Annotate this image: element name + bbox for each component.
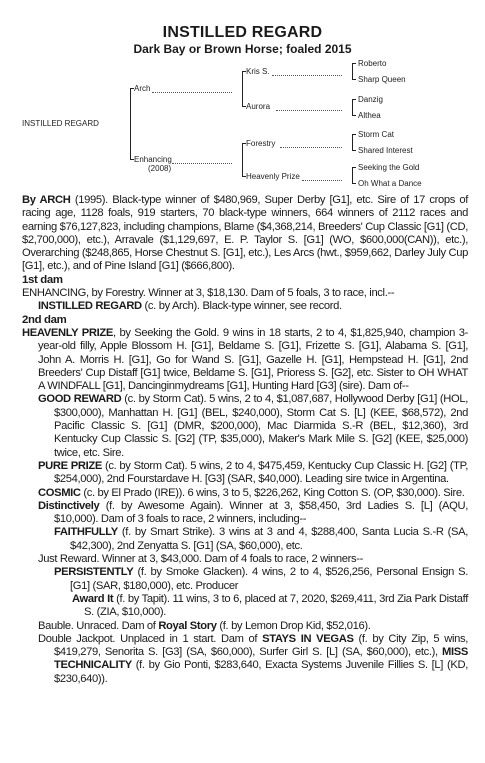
award-it-name: Award It [72, 592, 114, 605]
distinctively-name: Distinctively [38, 499, 100, 512]
pedigree-sire-sire: Kris S. [246, 67, 270, 76]
catalog-text [22, 194, 468, 686]
pedigree-subject: INSTILLED REGARD [22, 119, 99, 128]
stays-in-vegas-name: STAYS IN VEGAS [262, 632, 354, 645]
heavenly-prize-paragraph: HEAVENLY PRIZE, by Seeking the Gold. 9 wins in 18 starts, 2 to 4, $1,825,940, champion 3-year-old filly, Apple Blossom H. [G1], Beldame S. [G1], Frizette S. [G1], Alabama S. [G1], John A. Morris H. [G1], Go for Wand S. [G1], Gazelle H. [G1], Hempstead H. [G1], 2nd Breeders' Cup Distaff [G1] twice, Beldame S. [G1], Prioress S. [G2], etc. Sister to OH WHAT A WINDFALL [G1], Dancinginmydreams [G1], Hunting Hard [G3] (sire). Dam of-- [22, 326, 468, 393]
instilled-name: INSTILLED REGARD [38, 300, 142, 313]
sire-paragraph: By ARCH (1995). Black-type winner of $480,969, Super Derby [G1], etc. Sire of 17 crops of racing age, 1128 foals, 919 starters, 70 black-type winners, 664 winners of 2112 races and earning $76,127,823, including champions, Blame ($4,368,214, Breeders' Cup Classic [G1] (CD, $2,700,000), etc.), Arravale ($1,129,697, E. P. Taylor S. [G1] (WO, $600,000(CAN)), etc.), Overarching ($248,865, Horse Chestnut S. [G1], etc.), Les Arcs (hwt., $959,662, Darley July Cup [G1], etc.), and of Pine Island [G1] ($666,800). [22, 194, 468, 273]
persistently-paragraph: PERSISTENTLY (f. by Smoke Glacken). 4 wins, 2 to 4, $526,256, Personal Ensign S. [G1] (SAR, $180,000), etc. Producer [54, 566, 468, 592]
good-reward-name: GOOD REWARD [38, 393, 122, 406]
pedigree-g3-4: Althea [358, 111, 381, 120]
bauble-line: Bauble. Unraced. Dam of Royal Story (f. by Lemon Drop Kid, $52,016). [38, 619, 371, 632]
pedigree-g3-8: Oh What a Dance [358, 179, 422, 188]
first-dam-heading: 1st dam [22, 273, 63, 286]
heavenly-prize-name: HEAVENLY PRIZE [22, 326, 113, 339]
pedigree-g3-7: Seeking the Gold [358, 163, 420, 172]
pedigree-g3-3: Danzig [358, 95, 383, 104]
page-subtitle: Dark Bay or Brown Horse; foaled 2015 [133, 42, 352, 56]
just-reward-line: Just Reward. Winner at 3, $43,000. Dam of 4 foals to race, 2 winners-- [38, 553, 363, 566]
pedigree-sire: Arch [134, 84, 151, 93]
faithfully-name: FAITHFULLY [54, 526, 118, 539]
page-title: INSTILLED REGARD [162, 24, 323, 41]
pure-prize-name: PURE PRIZE [38, 459, 102, 472]
pure-prize-paragraph: PURE PRIZE (c. by Storm Cat). 5 wins, 2 to 4, $475,459, Kentucky Cup Classic H. [G2] (TP, $254,000), 2nd Fourstardave H. [G3] (SAR, $40,000). Leading sire twice in Argentina. [38, 459, 468, 486]
pedigree-sire-dam: Aurora [246, 102, 271, 111]
award-it-paragraph: Award It (f. by Tapit). 11 wins, 3 to 6, placed at 7, 2020, $269,411, 3rd Zia Park Distaff S. (ZIA, $10,000). [72, 592, 468, 619]
pedigree-dam: Enhancing [134, 155, 172, 164]
faithfully-paragraph: FAITHFULLY (f. by Smart Strike). 3 wins at 3 and 4, $288,400, Santa Lucia S.-R (SA, $42,300), 2nd Zenyatta S. [G1] (SA, $60,000), etc. [54, 526, 468, 552]
enhancing-line: ENHANCING, by Forestry. Winner at 3, $18,130. Dam of 5 foals, 3 to race, incl.-- [22, 287, 395, 300]
pedigree-g3-1: Roberto [358, 59, 387, 68]
instilled-line: INSTILLED REGARD (c. by Arch). Black-type winner, see record. [38, 300, 342, 313]
good-reward-paragraph: GOOD REWARD (c. by Storm Cat). 5 wins, 2 to 4, $1,087,687, Hollywood Derby [G1] (HOL, $300,000), Manhattan H. [G1] (BEL, $240,000), Storm Cat S. [L] (KEE, $68,572), 2nd Pacific Classic S. [G1] (DMR, $200,000), Mac Diarmida S.-R (BEL, $12,360), 3rd Kentucky Cup Classic S. [G2] (TP, $35,000), Maker's Mark Mile S. [G2] (KEE, $25,000) twice, etc. Sire. [38, 393, 468, 459]
pedigree-line [130, 88, 131, 160]
royal-story-name: Royal Story [158, 619, 217, 632]
pedigree-chart [0, 0, 485, 200]
pedigree-g3-5: Storm Cat [358, 130, 395, 139]
pedigree-g3-6: Shared Interest [358, 146, 413, 155]
pedigree-dam-sire: Forestry [246, 139, 276, 148]
pedigree-g3-2: Sharp Queen [358, 75, 406, 84]
cosmic-name: COSMIC [38, 486, 81, 499]
second-dam-heading: 2nd dam [22, 313, 67, 326]
cosmic-paragraph: COSMIC (c. by El Prado (IRE)). 6 wins, 3 to 5, $226,262, King Cotton S. (OP, $30,000). Sire. [38, 486, 465, 499]
pedigree-dam-dam: Heavenly Prize [246, 172, 300, 181]
persistently-name: PERSISTENTLY [54, 566, 134, 579]
distinctively-paragraph: Distinctively (f. by Awesome Again). Winner at 3, $58,450, 3rd Ladies S. [L] (AQU, $10,000). Dam of 3 foals to race, 2 winners, including-- [38, 499, 468, 526]
pedigree-dam-year: (2008) [148, 164, 172, 173]
sire-name: By ARCH [22, 194, 71, 206]
miss-technicality-name: MISS TECHNICALITY [54, 646, 468, 672]
double-jackpot-paragraph: Double Jackpot. Unplaced in 1 start. Dam of STAYS IN VEGAS (f. by City Zip, 5 wins, $419,279, Senorita S. [G3] (SA, $60,000), Surfer Girl S. [L] (SA, $60,000), etc.), MISS TECHNICALITY (f. by Gio Ponti, $283,640, Exacta Systems Juvenile Fillies S. [L] (KD, $230,640)). [38, 632, 468, 685]
